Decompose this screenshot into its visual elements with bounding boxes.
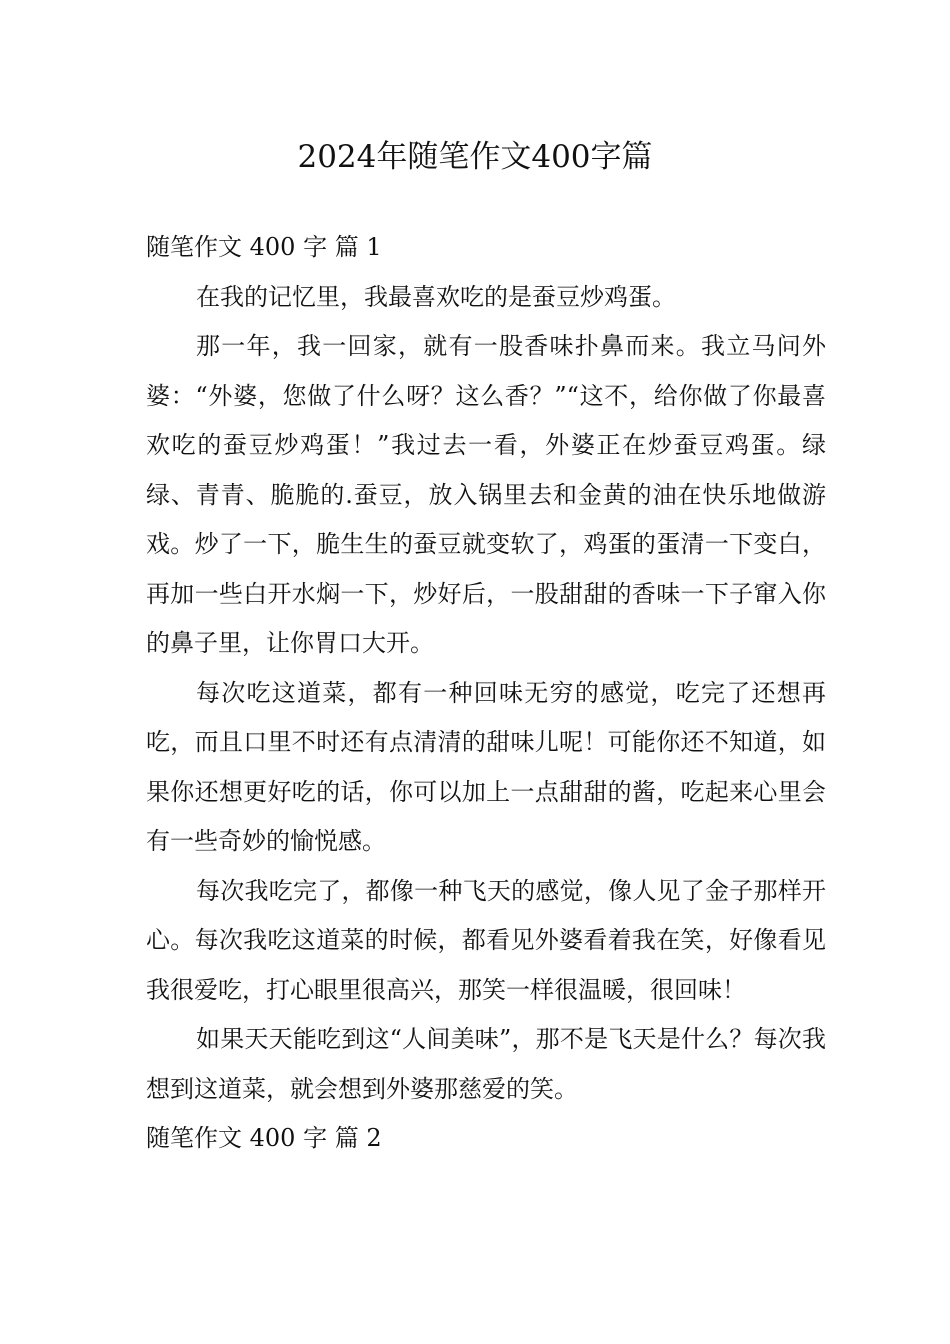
section-heading-1: 随笔作文 400 字 篇 1 (146, 233, 382, 261)
paragraph: 那一年，我一回家，就有一股香味扑鼻而来。我立马问外婆：“外婆，您做了什么呀？这么香？”“这不，给你做了你最喜欢吃的蚕豆炒鸡蛋！”我过去一看，外婆正在炒蚕豆鸡蛋。绿绿、青青、脆脆的.蚕豆，放入锅里去和金黄的油在快乐地做游戏。炒了一下，脆生生的蚕豆就变软了，鸡蛋的蛋清一下变白，再加一些白开水焖一下，炒好后，一股甜甜的香味一下子窜入你的鼻子里，让你胃口大开。 (146, 332, 826, 657)
document-title: 2024年随笔作文400字篇 (297, 139, 653, 175)
document-body (146, 223, 826, 1164)
paragraph: 每次我吃完了，都像一种飞天的感觉，像人见了金子那样开心。每次我吃这道菜的时候，都看见外婆看着我在笑，好像看见我很爱吃，打心眼里很高兴，那笑一样很温暖，很回味！ (146, 876, 826, 1004)
paragraph: 在我的记忆里，我最喜欢吃的是蚕豆炒鸡蛋。 (196, 282, 676, 311)
section-heading-2: 随笔作文 400 字 篇 2 (146, 1124, 382, 1152)
paragraph: 每次吃这道菜，都有一种回味无穷的感觉，吃完了还想再吃，而且口里不时还有点清清的甜味儿呢！可能你还不知道，如果你还想更好吃的话，你可以加上一点甜甜的酱，吃起来心里会有一些奇妙的愉悦感。 (146, 678, 826, 855)
paragraph: 如果天天能吃到这“人间美味”，那不是飞天是什么？每次我想到这道菜，就会想到外婆那慈爱的笑。 (146, 1025, 826, 1103)
